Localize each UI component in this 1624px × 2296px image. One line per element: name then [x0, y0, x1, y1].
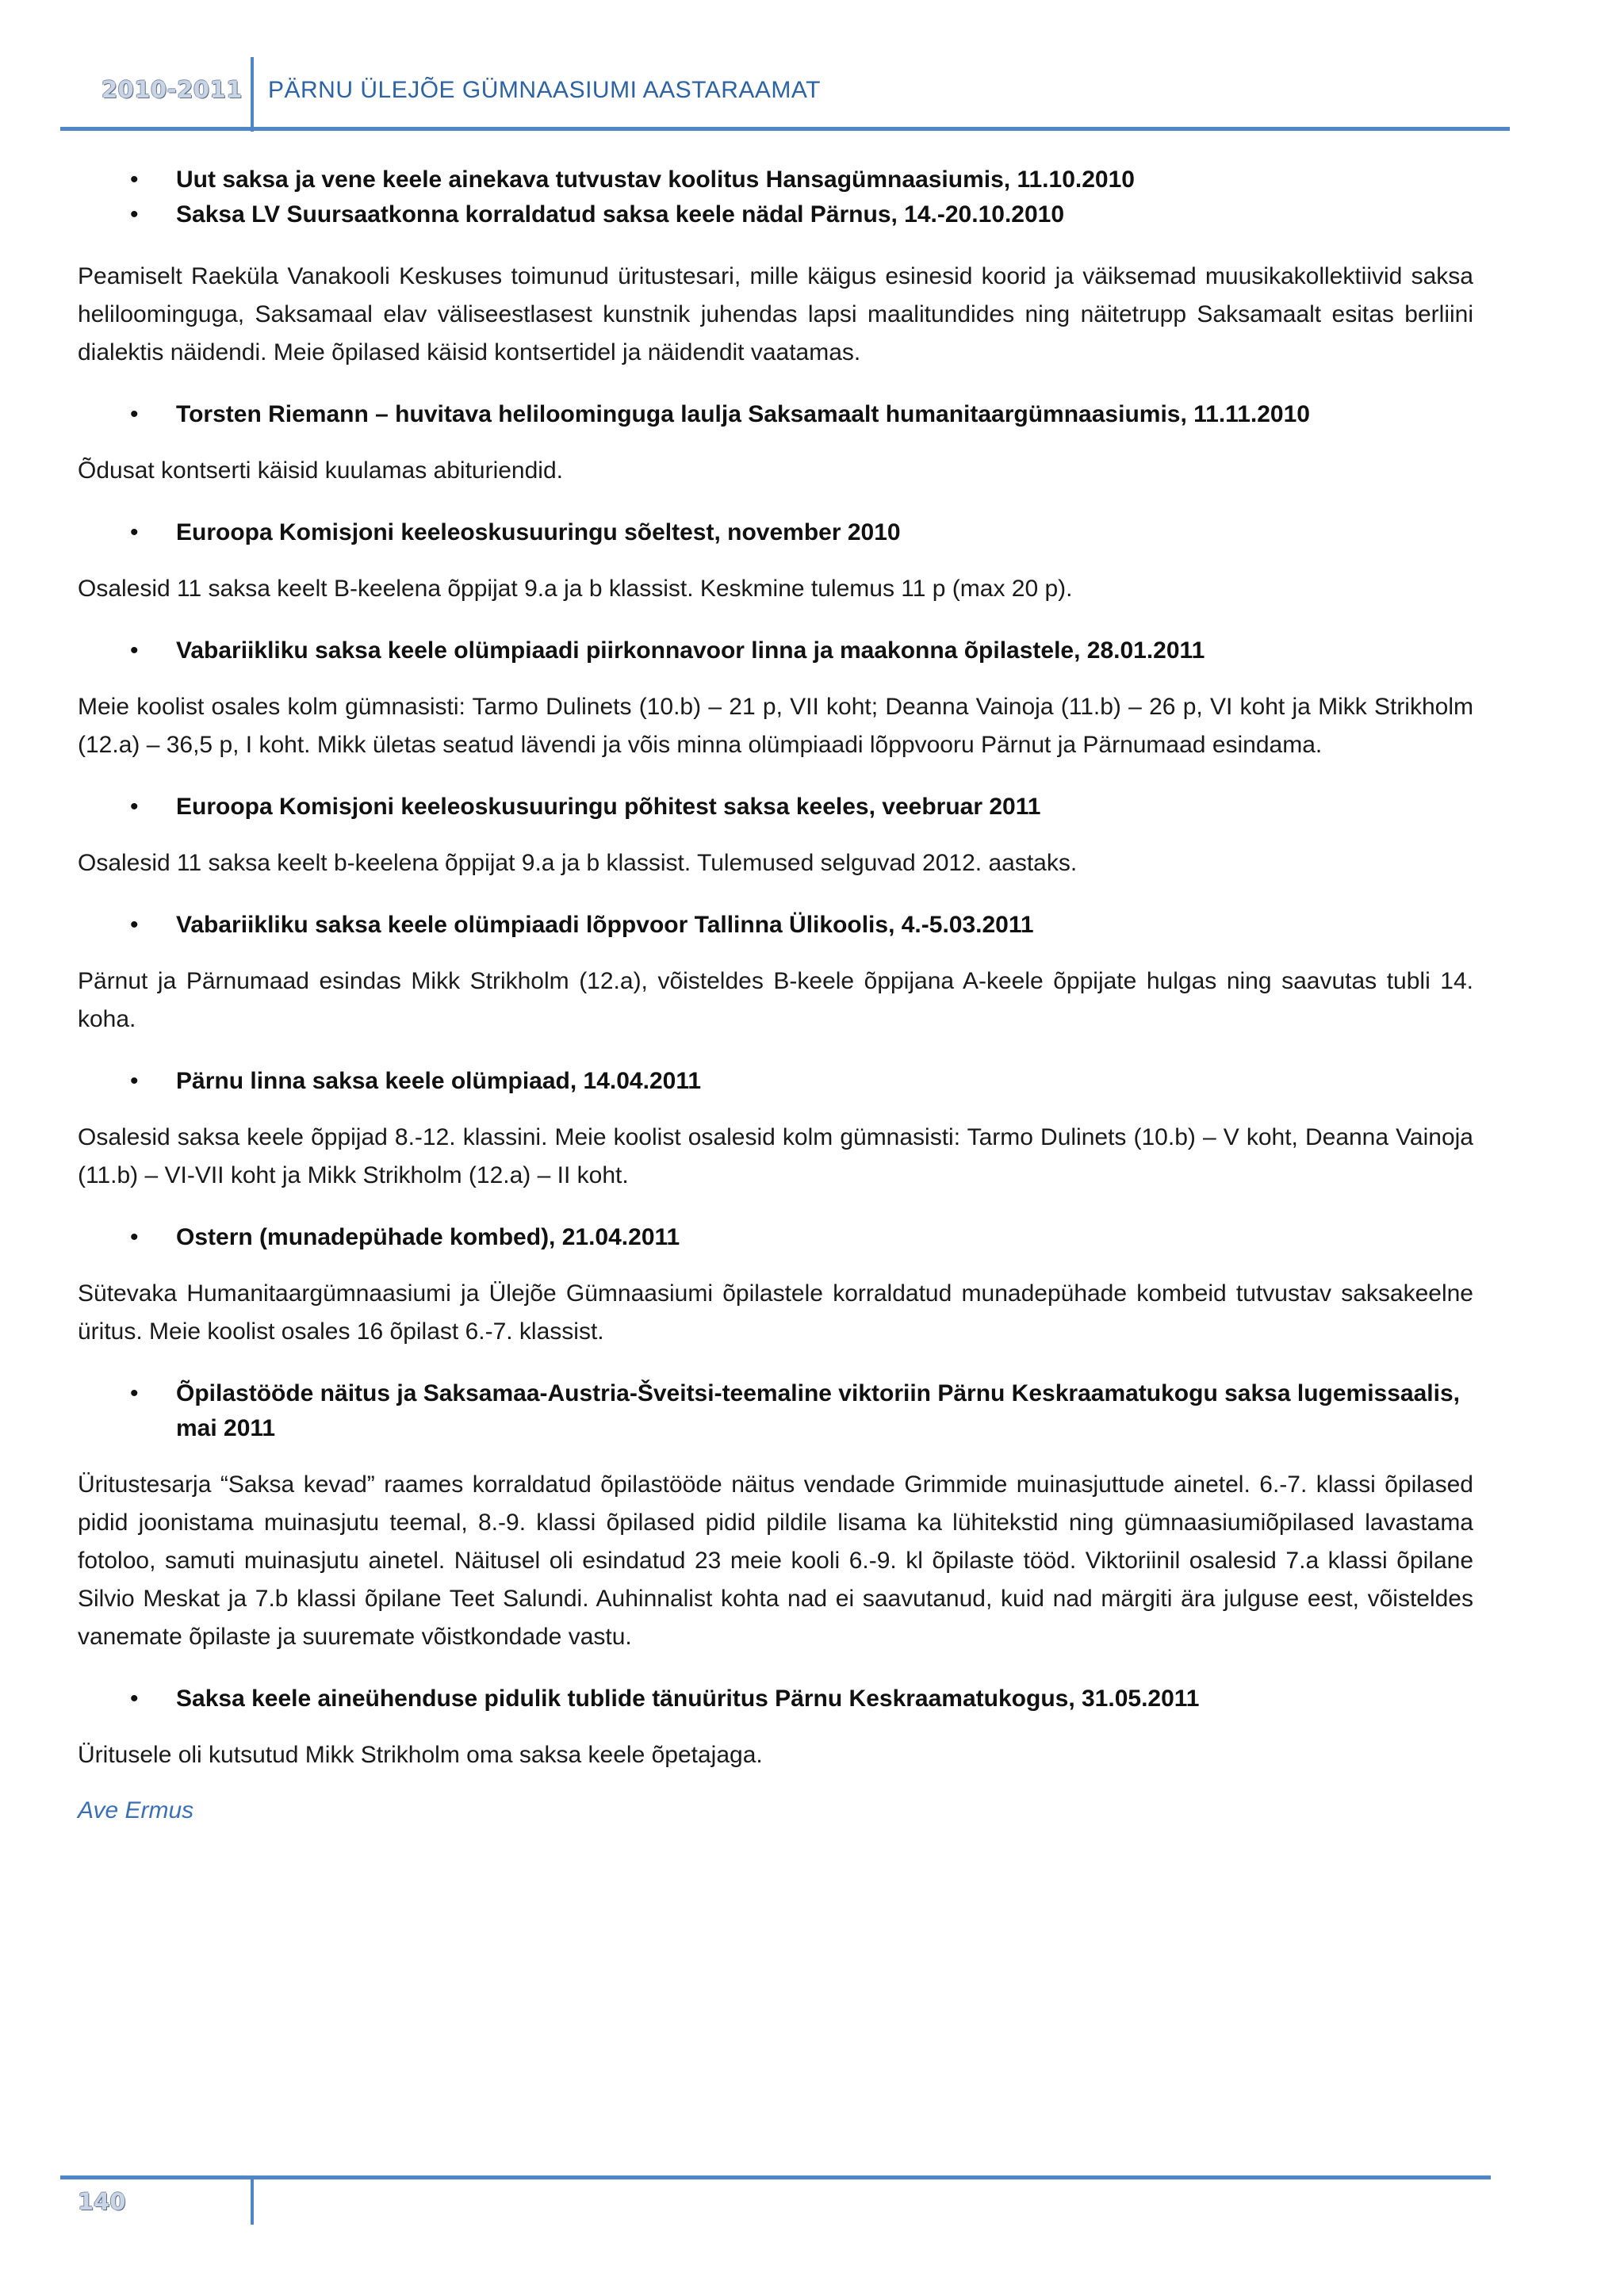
bullet-icon: •: [130, 1686, 139, 1712]
footer-rule: [60, 2175, 1491, 2179]
footer-divider: [251, 2177, 254, 2225]
bullet-item: [78, 1064, 1473, 1099]
bullet-icon: •: [130, 401, 139, 427]
page-content: [78, 163, 1473, 1830]
bullet-icon: •: [130, 794, 139, 820]
bullet-icon: •: [130, 1380, 139, 1406]
author-signature: Ave Ermus: [78, 1797, 194, 1823]
paragraph: Üritustesarja “Saksa kevad” raames korraldatud õpilastööde näitus vendade Grimmide muinasjuttude ainetel. 6.-7. klassi õpilased pidid joonistama muinasjutu teemal, 8.-9. klassi õpilased pidid pildile lisama ka lühitekstid ning gümnaasiumiõpilased lavastama fotoloo, samuti muinasjutu ainetel. Näitusel oli esindatud 23 meie kooli 6.-9. kl õpilaste tööd. Viktoriinil osalesid 7.a klassi õpilane Silvio Meskat ja 7.b klassi õpilane Teet Salundi. Auhinnalist kohta nad ei saavutanud, kuid nad märgiti ära julguse eest, võisteldes vanemate õpilaste ja suuremate võistkondade vastu.: [78, 1471, 1473, 1650]
bullet-icon: •: [130, 912, 139, 938]
bullet-text: Euroopa Komisjoni keeleoskusuuringu sõeltest, november 2010: [176, 519, 901, 545]
paragraph: Sütevaka Humanitaargümnaasiumi ja Ülejõe Gümnaasiumi õpilastele korraldatud munadepühade kombeid tutvustav saksakeelne üritus. Meie koolist osales 16 õpilast 6.-7. klassist.: [78, 1280, 1473, 1345]
paragraph: Õdusat kontserti käisid kuulamas abituriendid.: [78, 457, 563, 484]
bullet-icon: •: [130, 519, 139, 545]
bullet-text: Õpilastööde näitus ja Saksamaa-Austria-Šveitsi-teemaline viktoriin Pärnu Keskraamatukogu saksa lugemissaalis, mai 2011: [176, 1380, 1460, 1441]
bullet-item: [78, 790, 1473, 825]
header-year: 2010-2011: [102, 76, 243, 103]
bullet-text: Saksa keele aineühenduse pidulik tublide tänuüritus Pärnu Keskraamatukogus, 31.05.2011: [176, 1686, 1200, 1712]
bullet-text: Vabariikliku saksa keele olümpiaadi piirkonnavoor linna ja maakonna õpilastele, 28.01.2011: [176, 637, 1205, 664]
bullet-icon: •: [130, 637, 139, 664]
header-divider: [251, 57, 254, 132]
paragraph: Peamiselt Raeküla Vanakooli Keskuses toimunud üritustesari, mille käigus esinesid koorid ja väiksemad muusikakollektiivid saksa heliloominguga, Saksamaal elav väliseestlasest kunstnik juhendas lapsi maalitundides ning näitetrupp Saksamaalt esitas berliini dialektis näidendi. Meie õpilased käisid kontsertidel ja näidendit vaatamas.: [78, 263, 1473, 365]
header-rule: [60, 127, 1510, 131]
bullet-item: [78, 397, 1473, 432]
bullet-item: [78, 633, 1473, 668]
bullet-item: [78, 1376, 1473, 1446]
bullet-item: [78, 197, 1473, 232]
paragraph: Üritusele oli kutsutud Mikk Strikholm oma saksa keele õpetajaga.: [78, 1742, 763, 1768]
bullet-text: Euroopa Komisjoni keeleoskusuuringu põhitest saksa keeles, veebruar 2011: [176, 794, 1041, 820]
paragraph: Meie koolist osales kolm gümnasisti: Tarmo Dulinets (10.b) – 21 p, VII koht; Deanna Vainoja (11.b) – 26 p, VI koht ja Mikk Strikholm (12.a) – 36,5 p, I koht. Mikk ületas seatud lävendi ja võis minna olümpiaadi lõppvooru Pärnut ja Pärnumaad esindama.: [78, 694, 1473, 758]
bullet-icon: •: [130, 201, 139, 228]
header-title: PÄRNU ÜLEJÕE GÜMNAASIUMI AASTARAAMAT: [268, 77, 821, 103]
bullet-icon: •: [130, 1068, 139, 1094]
paragraph: Osalesid saksa keele õppijad 8.-12. klassini. Meie koolist osalesid kolm gümnasisti: Tarmo Dulinets (10.b) – V koht, Deanna Vainoja (11.b) – VI-VII koht ja Mikk Strikholm (12.a) – II koht.: [78, 1124, 1473, 1188]
paragraph: Osalesid 11 saksa keelt B-keelena õppijat 9.a ja b klassist. Keskmine tulemus 11 p (max 20 p).: [78, 576, 1073, 602]
bullet-text: Torsten Riemann – huvitava heliloominguga laulja Saksamaalt humanitaargümnaasiumis, 11.11.2010: [176, 401, 1310, 427]
bullet-text: Saksa LV Suursaatkonna korraldatud saksa keele nädal Pärnus, 14.-20.10.2010: [176, 201, 1065, 228]
bullet-text: Uut saksa ja vene keele ainekava tutvustav koolitus Hansagümnaasiumis, 11.10.2010: [176, 166, 1135, 193]
bullet-item: [78, 908, 1473, 943]
bullet-text: Vabariikliku saksa keele olümpiaadi lõppvoor Tallinna Ülikoolis, 4.-5.03.2011: [176, 912, 1034, 938]
bullet-text: Pärnu linna saksa keele olümpiaad, 14.04.2011: [176, 1068, 702, 1094]
page-number: 140: [78, 2188, 126, 2215]
bullet-item: [78, 515, 1473, 550]
paragraph: Osalesid 11 saksa keelt b-keelena õppijat 9.a ja b klassist. Tulemused selguvad 2012. aastaks.: [78, 850, 1078, 876]
bullet-icon: •: [130, 1224, 139, 1250]
bullet-text: Ostern (munadepühade kombed), 21.04.2011: [176, 1224, 680, 1250]
paragraph: Pärnut ja Pärnumaad esindas Mikk Strikholm (12.a), võisteldes B-keele õppijana A-keele õppijate hulgas ning saavutas tubli 14. koha.: [78, 968, 1473, 1032]
bullet-icon: •: [130, 166, 139, 193]
page-header: [0, 0, 1624, 135]
bullet-item: [78, 1682, 1473, 1716]
bullet-item: [78, 163, 1473, 197]
bullet-item: [78, 1220, 1473, 1255]
